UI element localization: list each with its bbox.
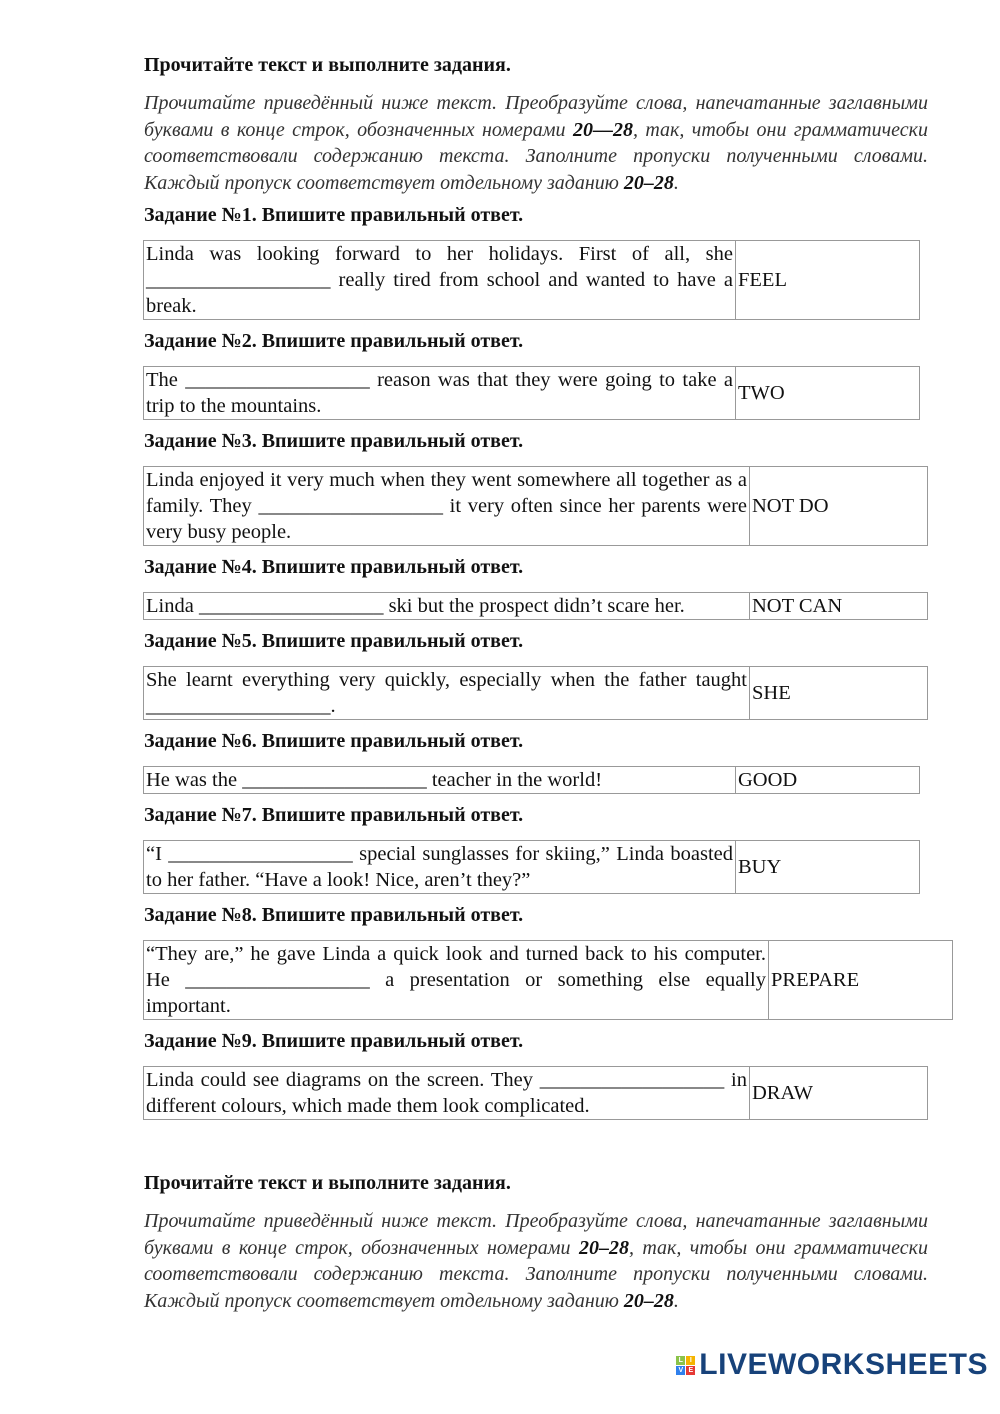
logo-tile: V bbox=[676, 1366, 685, 1375]
answer-blank[interactable]: __________________ bbox=[146, 695, 331, 717]
task-block bbox=[144, 728, 954, 794]
task-heading: Задание №8. Впишите правильный ответ. bbox=[144, 904, 524, 926]
task-block bbox=[144, 1028, 954, 1120]
task-heading: Задание №7. Впишите правильный ответ. bbox=[144, 804, 524, 826]
task-table bbox=[143, 940, 953, 1020]
task-list bbox=[144, 202, 954, 1120]
task-block bbox=[144, 202, 954, 320]
logo-tile: E bbox=[686, 1366, 695, 1375]
task-table bbox=[143, 840, 920, 894]
logo-icon bbox=[676, 1356, 695, 1375]
logo-tile: L bbox=[676, 1356, 685, 1365]
answer-blank[interactable]: __________________ bbox=[168, 843, 353, 865]
instructions-text: Прочитайте приведённый ниже текст. Преобразуйте слова, напечатанные заглавными буквами в конце строк, обозначенных номерами bbox=[144, 92, 928, 141]
answer-blank[interactable]: __________________ bbox=[198, 595, 384, 617]
section-title: Прочитайте текст и выполните задания. bbox=[144, 54, 511, 76]
answer-blank[interactable]: __________________ bbox=[258, 495, 443, 517]
section2-title: Прочитайте текст и выполните задания. bbox=[144, 1172, 511, 1194]
sentence-text: teacher in the world! bbox=[426, 769, 603, 791]
task-keyword: PREPARE bbox=[769, 941, 953, 1020]
task-sentence bbox=[144, 1067, 750, 1120]
instructions-range: 20–28 bbox=[623, 1289, 674, 1312]
task-table bbox=[143, 240, 920, 320]
task-keyword: DRAW bbox=[750, 1067, 928, 1120]
sentence-text: “I bbox=[146, 843, 169, 865]
task-keyword: GOOD bbox=[736, 767, 920, 794]
task-keyword: SHE bbox=[750, 667, 928, 720]
task-heading: Задание №3. Впишите правильный ответ. bbox=[144, 430, 524, 452]
task-heading: Задание №4. Впишите правильный ответ. bbox=[144, 556, 524, 578]
instructions-text: . bbox=[673, 171, 679, 194]
task-table bbox=[143, 466, 928, 546]
task-sentence bbox=[144, 841, 736, 894]
sentence-text: really tired from school and wanted to have a break. bbox=[146, 269, 733, 317]
task-sentence bbox=[144, 941, 769, 1020]
sentence-text: it very often since her parents were very busy people. bbox=[146, 495, 747, 543]
task-sentence bbox=[144, 593, 750, 620]
sentence-text: a presentation or something else equally important. bbox=[146, 969, 766, 1017]
task-sentence bbox=[144, 767, 736, 794]
logo-tile: I bbox=[686, 1356, 695, 1365]
liveworksheets-logo bbox=[0, 1338, 1000, 1392]
task-block bbox=[144, 802, 954, 894]
task-table bbox=[143, 592, 928, 620]
task-keyword: FEEL bbox=[736, 241, 920, 320]
instructions-range: 20––28 bbox=[572, 118, 633, 141]
task-block bbox=[144, 902, 954, 1020]
instructions-text: Прочитайте приведённый ниже текст. Преобразуйте слова, напечатанные заглавными буквами в конце строк, обозначенных номерами bbox=[144, 1210, 928, 1259]
task-heading: Задание №9. Впишите правильный ответ. bbox=[144, 1030, 524, 1052]
task-heading: Задание №1. Впишите правильный ответ. bbox=[144, 204, 524, 226]
task-block bbox=[144, 428, 954, 546]
sentence-text: in different colours, which made them look complicated. bbox=[146, 1069, 747, 1117]
instructions-range: 20–28 bbox=[578, 1236, 629, 1259]
task-table bbox=[143, 666, 928, 720]
answer-blank[interactable]: __________________ bbox=[185, 969, 370, 991]
task-block bbox=[144, 328, 954, 420]
task-table bbox=[143, 766, 920, 794]
sentence-text: She learnt everything very quickly, especially when the father taught bbox=[146, 669, 747, 691]
instructions bbox=[144, 90, 928, 196]
task-heading: Задание №6. Впишите правильный ответ. bbox=[144, 730, 524, 752]
sentence-text: reason was that they were going to take a trip to the mountains. bbox=[146, 369, 734, 417]
task-block bbox=[144, 554, 954, 620]
answer-blank[interactable]: __________________ bbox=[539, 1069, 725, 1091]
sentence-text: He was the bbox=[146, 769, 243, 791]
answer-blank[interactable]: __________________ bbox=[146, 269, 331, 291]
sentence-text: ski but the prospect didn’t scare her. bbox=[383, 595, 685, 617]
sentence-text: Linda could see diagrams on the screen. They bbox=[146, 1069, 540, 1091]
task-sentence bbox=[144, 667, 750, 720]
sentence-text: “They are,” he gave Linda a quick look and turned back to his computer. He bbox=[146, 943, 766, 991]
task-keyword: NOT CAN bbox=[750, 593, 928, 620]
sentence-text: The bbox=[146, 369, 186, 391]
task-sentence bbox=[144, 367, 736, 420]
answer-blank[interactable]: __________________ bbox=[242, 769, 427, 791]
task-heading: Задание №2. Впишите правильный ответ. bbox=[144, 330, 524, 352]
sentence-text: Linda was looking forward to her holidays. First of all, she bbox=[146, 243, 733, 265]
answer-blank[interactable]: __________________ bbox=[185, 369, 370, 391]
task-heading: Задание №5. Впишите правильный ответ. bbox=[144, 630, 524, 652]
task-keyword: TWO bbox=[736, 367, 920, 420]
section2 bbox=[144, 1170, 954, 1314]
sentence-text: Linda bbox=[146, 595, 199, 617]
task-keyword: BUY bbox=[736, 841, 920, 894]
task-sentence bbox=[144, 467, 750, 546]
sentence-text: Linda enjoyed it very much when they went somewhere all together as a family. They bbox=[146, 469, 747, 517]
instructions-range: 20–28 bbox=[623, 171, 674, 194]
logo-text: LIVEWORKSHEETS bbox=[699, 1348, 988, 1381]
sentence-text: special sunglasses for skiing,” Linda boasted to her father. “Have a look! Nice, aren’t they?” bbox=[146, 843, 733, 891]
task-block bbox=[144, 628, 954, 720]
instructions-text: . bbox=[673, 1289, 679, 1312]
task-table bbox=[143, 1066, 928, 1120]
section2-instructions bbox=[144, 1208, 928, 1314]
task-table bbox=[143, 366, 920, 420]
instructions-text: , так, чтобы они грамматически соответствовали содержанию текста. Заполните пропуски полученными словами. Каждый пропуск соответствует отдельному заданию bbox=[144, 1236, 928, 1312]
task-sentence bbox=[144, 241, 736, 320]
sentence-text: . bbox=[330, 695, 336, 717]
instructions-text: , так, чтобы они грамматически соответствовали содержанию текста. Заполните пропуски полученными словами. Каждый пропуск соответствует отдельному заданию bbox=[144, 118, 928, 194]
task-keyword: NOT DO bbox=[750, 467, 928, 546]
